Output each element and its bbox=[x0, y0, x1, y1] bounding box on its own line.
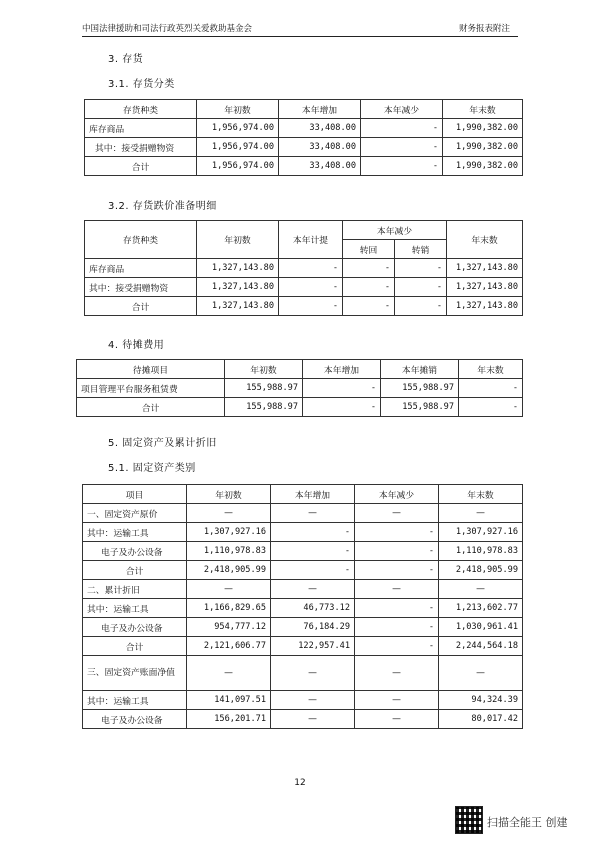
table-row bbox=[77, 379, 523, 398]
value-cell: 1,327,143.80 bbox=[197, 278, 279, 297]
value-cell: 1,110,978.83 bbox=[439, 542, 523, 561]
table-row bbox=[83, 523, 523, 542]
row-label: 库存商品 bbox=[85, 119, 197, 138]
row-label: 合计 bbox=[83, 561, 187, 580]
value-cell: - bbox=[303, 398, 381, 417]
row-label: 其中：接受捐赠物资 bbox=[85, 138, 197, 157]
row-label: 其中：接受捐赠物资 bbox=[85, 278, 197, 297]
value-cell: - bbox=[395, 278, 447, 297]
col-head-decrease: 本年减少 bbox=[343, 221, 447, 240]
value-cell: - bbox=[343, 297, 395, 316]
value-cell: — bbox=[355, 580, 439, 599]
value-cell: - bbox=[355, 618, 439, 637]
table-row bbox=[83, 561, 523, 580]
value-cell: — bbox=[355, 504, 439, 523]
value-cell: - bbox=[271, 523, 355, 542]
section-title-3-2: 3.2. 存货跌价准备明细 bbox=[108, 201, 217, 212]
value-cell: — bbox=[187, 656, 271, 691]
col-head-provision: 本年计提 bbox=[279, 221, 343, 259]
value-cell: 1,327,143.80 bbox=[197, 297, 279, 316]
value-cell: 1,166,829.65 bbox=[187, 599, 271, 618]
value-cell: - bbox=[279, 259, 343, 278]
table-row bbox=[83, 710, 523, 729]
value-cell: 46,773.12 bbox=[271, 599, 355, 618]
value-cell: 1,110,978.83 bbox=[187, 542, 271, 561]
value-cell: 156,201.71 bbox=[187, 710, 271, 729]
row-label: 合计 bbox=[85, 157, 197, 176]
value-cell: - bbox=[361, 119, 443, 138]
value-cell: 33,408.00 bbox=[279, 119, 361, 138]
value-cell: - bbox=[355, 637, 439, 656]
value-cell: 954,777.12 bbox=[187, 618, 271, 637]
section-title-3-1: 3.1. 存货分类 bbox=[108, 79, 175, 90]
value-cell: 141,097.51 bbox=[187, 691, 271, 710]
value-cell: 155,988.97 bbox=[381, 379, 459, 398]
value-cell: 33,408.00 bbox=[279, 138, 361, 157]
value-cell: — bbox=[187, 504, 271, 523]
value-cell: - bbox=[355, 561, 439, 580]
header-row bbox=[77, 360, 523, 379]
row-label: 电子及办公设备 bbox=[83, 710, 187, 729]
value-cell: - bbox=[279, 278, 343, 297]
value-cell: - bbox=[355, 542, 439, 561]
column-header: 年初数 bbox=[225, 360, 303, 379]
table-row bbox=[83, 691, 523, 710]
row-label: 合计 bbox=[77, 398, 225, 417]
org-name: 中国法律援助和司法行政英烈关爱救助基金会 bbox=[82, 24, 253, 34]
section-title-5: 5. 固定资产及累计折旧 bbox=[108, 438, 217, 449]
table-row bbox=[85, 259, 523, 278]
section-name: 财务报表附注 bbox=[458, 24, 510, 34]
column-header: 本年增加 bbox=[279, 100, 361, 119]
value-cell: 1,307,927.16 bbox=[187, 523, 271, 542]
column-header: 本年增加 bbox=[303, 360, 381, 379]
value-cell: 1,956,974.00 bbox=[197, 119, 279, 138]
value-cell: - bbox=[361, 138, 443, 157]
fixed-asset-table bbox=[82, 484, 523, 729]
value-cell: — bbox=[271, 710, 355, 729]
table-row bbox=[85, 157, 523, 176]
row-label: 库存商品 bbox=[85, 259, 197, 278]
value-cell: — bbox=[355, 710, 439, 729]
table-row bbox=[83, 637, 523, 656]
table-row bbox=[83, 580, 523, 599]
inventory-impairment-table bbox=[84, 220, 523, 316]
row-label: 合计 bbox=[83, 637, 187, 656]
table-row bbox=[85, 297, 523, 316]
watermark-text: 扫描全能王 创建 bbox=[487, 816, 568, 829]
value-cell: — bbox=[355, 656, 439, 691]
row-label: 其中：运输工具 bbox=[83, 691, 187, 710]
value-cell: 155,988.97 bbox=[225, 398, 303, 417]
value-cell: 33,408.00 bbox=[279, 157, 361, 176]
value-cell: 1,213,602.77 bbox=[439, 599, 523, 618]
value-cell: 122,957.41 bbox=[271, 637, 355, 656]
row-label: 三、固定资产账面净值 bbox=[83, 656, 187, 691]
value-cell: 2,244,564.18 bbox=[439, 637, 523, 656]
section-title-5-1: 5.1. 固定资产类别 bbox=[108, 463, 196, 474]
value-cell: - bbox=[343, 259, 395, 278]
value-cell: - bbox=[271, 561, 355, 580]
value-cell: 1,327,143.80 bbox=[447, 278, 523, 297]
table-row bbox=[77, 398, 523, 417]
column-header: 本年减少 bbox=[361, 100, 443, 119]
value-cell: — bbox=[355, 691, 439, 710]
row-label: 二、累计折旧 bbox=[83, 580, 187, 599]
value-cell: 76,184.29 bbox=[271, 618, 355, 637]
header-row bbox=[83, 485, 523, 504]
value-cell: 155,988.97 bbox=[381, 398, 459, 417]
value-cell: - bbox=[355, 523, 439, 542]
table-row bbox=[83, 618, 523, 637]
header-row bbox=[85, 100, 523, 119]
column-header: 年初数 bbox=[197, 100, 279, 119]
value-cell: 1,956,974.00 bbox=[197, 157, 279, 176]
column-header: 年末数 bbox=[443, 100, 523, 119]
section-title-3: 3. 存货 bbox=[108, 54, 144, 65]
value-cell: 1,990,382.00 bbox=[443, 138, 523, 157]
value-cell: 1,327,143.80 bbox=[197, 259, 279, 278]
value-cell: - bbox=[271, 542, 355, 561]
value-cell: 155,988.97 bbox=[225, 379, 303, 398]
column-header: 本年减少 bbox=[355, 485, 439, 504]
value-cell: - bbox=[395, 259, 447, 278]
value-cell: 1,956,974.00 bbox=[197, 138, 279, 157]
table-row bbox=[83, 542, 523, 561]
value-cell: — bbox=[187, 580, 271, 599]
row-label: 项目管理平台服务租赁费 bbox=[77, 379, 225, 398]
value-cell: - bbox=[303, 379, 381, 398]
row-label: 一、固定资产原价 bbox=[83, 504, 187, 523]
value-cell: 1,990,382.00 bbox=[443, 119, 523, 138]
table-row bbox=[85, 278, 523, 297]
row-label: 电子及办公设备 bbox=[83, 618, 187, 637]
col-head-begin: 年初数 bbox=[197, 221, 279, 259]
col-head-end: 年末数 bbox=[447, 221, 523, 259]
col-head-writeoff: 转销 bbox=[395, 240, 447, 259]
value-cell: - bbox=[395, 297, 447, 316]
row-label: 其中：运输工具 bbox=[83, 523, 187, 542]
value-cell: - bbox=[343, 278, 395, 297]
prepaid-expense-table bbox=[76, 359, 523, 417]
row-label: 合计 bbox=[85, 297, 197, 316]
table-row bbox=[83, 504, 523, 523]
col-head-reversal: 转回 bbox=[343, 240, 395, 259]
value-cell: 80,017.42 bbox=[439, 710, 523, 729]
page-number: 12 bbox=[294, 778, 306, 788]
column-header: 存货种类 bbox=[85, 100, 197, 119]
value-cell: — bbox=[271, 580, 355, 599]
inventory-category-table bbox=[84, 99, 523, 176]
value-cell: 1,307,927.16 bbox=[439, 523, 523, 542]
column-header: 年末数 bbox=[459, 360, 523, 379]
value-cell: 1,327,143.80 bbox=[447, 297, 523, 316]
value-cell: — bbox=[439, 656, 523, 691]
value-cell: 1,990,382.00 bbox=[443, 157, 523, 176]
col-head-kind: 存货种类 bbox=[85, 221, 197, 259]
column-header: 年末数 bbox=[439, 485, 523, 504]
value-cell: - bbox=[355, 599, 439, 618]
value-cell: - bbox=[459, 398, 523, 417]
value-cell: — bbox=[271, 691, 355, 710]
value-cell: - bbox=[459, 379, 523, 398]
value-cell: 2,418,905.99 bbox=[439, 561, 523, 580]
qr-code-icon bbox=[455, 806, 483, 834]
column-header: 本年摊销 bbox=[381, 360, 459, 379]
column-header: 本年增加 bbox=[271, 485, 355, 504]
value-cell: 2,418,905.99 bbox=[187, 561, 271, 580]
row-label: 其中：运输工具 bbox=[83, 599, 187, 618]
row-label: 电子及办公设备 bbox=[83, 542, 187, 561]
section-title-4: 4. 待摊费用 bbox=[108, 340, 165, 351]
page-header bbox=[82, 18, 518, 37]
table-row bbox=[83, 599, 523, 618]
scanner-watermark bbox=[455, 806, 595, 836]
value-cell: — bbox=[439, 580, 523, 599]
value-cell: 1,030,961.41 bbox=[439, 618, 523, 637]
table-row bbox=[85, 119, 523, 138]
column-header: 项目 bbox=[83, 485, 187, 504]
value-cell: 1,327,143.80 bbox=[447, 259, 523, 278]
value-cell: 94,324.39 bbox=[439, 691, 523, 710]
value-cell: — bbox=[271, 504, 355, 523]
column-header: 年初数 bbox=[187, 485, 271, 504]
table-row bbox=[83, 656, 523, 691]
value-cell: — bbox=[271, 656, 355, 691]
value-cell: — bbox=[439, 504, 523, 523]
value-cell: - bbox=[361, 157, 443, 176]
column-header: 待摊项目 bbox=[77, 360, 225, 379]
value-cell: 2,121,606.77 bbox=[187, 637, 271, 656]
value-cell: - bbox=[279, 297, 343, 316]
table-row bbox=[85, 138, 523, 157]
